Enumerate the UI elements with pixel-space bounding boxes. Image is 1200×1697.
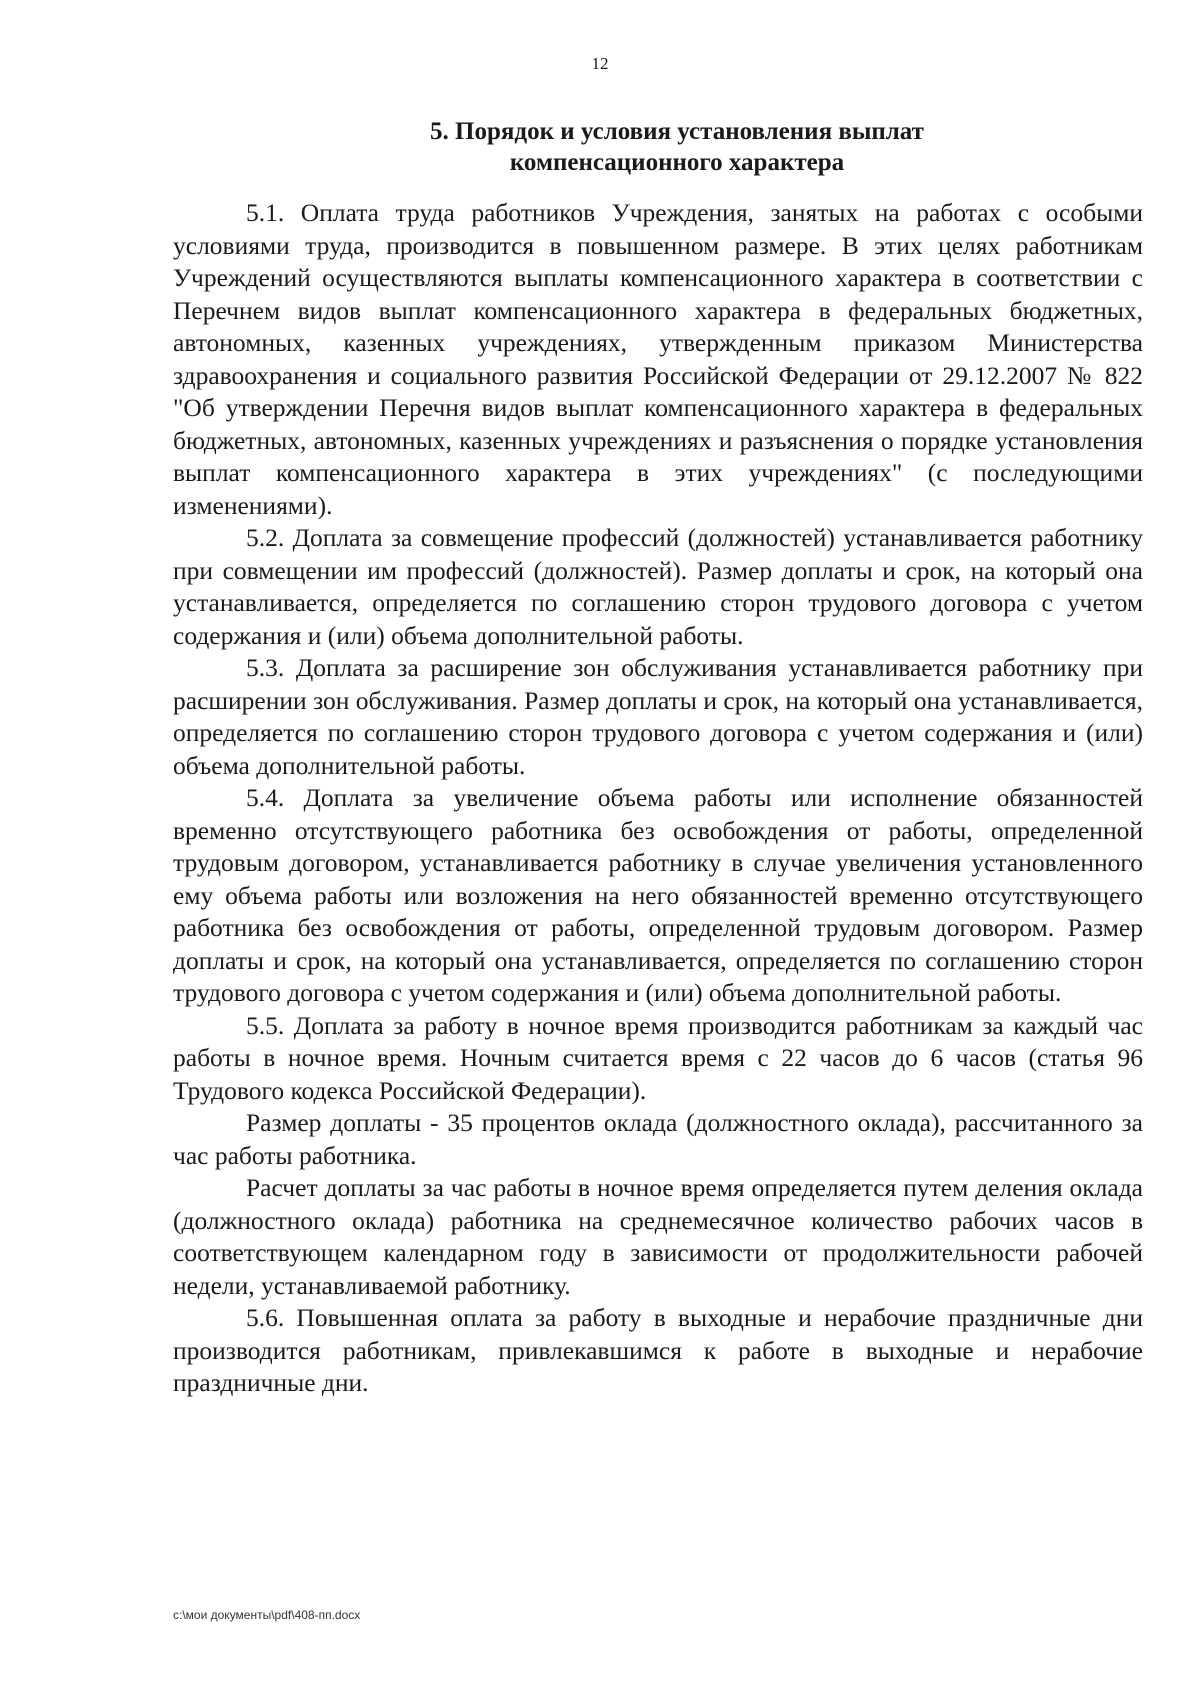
- paragraph-5-3: 5.3. Доплата за расширение зон обслуживания устанавливается работнику при расширении зон обслуживания. Размер доплаты и срок, на который она устанавливается, определяется по соглашению сторон трудового договора с учетом содержания и (или) объема дополнительной работы.: [173, 653, 1143, 780]
- section-heading-line-2: компенсационного характера: [509, 149, 845, 176]
- paragraph-5-1: 5.1. Оплата труда работников Учреждения, занятых на работах с особыми условиями труда, производится в повышенном размере. В этих целях работникам Учреждений осуществляются выплаты компенсационного характера в соответствии с Перечнем видов выплат компенсационного характера в федеральных бюджетных, автономных, казенных учреждениях, утвержденным приказом Министерства здравоохранения и социального развития Российской Федерации от 29.12.2007 № 822 "Об утверждении Перечня видов выплат компенсационного характера в федеральных бюджетных, автономных, казенных учреждениях и разъяснения о порядке установления выплат компенсационного характера в этих учреждениях" (с последующими изменениями).: [173, 198, 1143, 520]
- paragraph-night-rate: Размер доплаты - 35 процентов оклада (должностного оклада), рассчитанного за час работы работника.: [173, 1108, 1143, 1170]
- footer-file-path: c:\мои документы\pdf\408-пп.docx: [173, 1608, 361, 1622]
- paragraph-5-4: 5.4. Доплата за увеличение объема работы или исполнение обязанностей временно отсутствующего работника без освобождения от работы, определенной трудовым договором, устанавливается работнику в случае увеличения установленного ему объема работы или возложения на него обязанностей временно отсутствующего работника без освобождения от работы, определенной трудовым договором. Размер доплаты и срок, на который она устанавливается, определяется по соглашению сторон трудового договора с учетом содержания и (или) объема дополнительной работы.: [173, 783, 1143, 1007]
- page-number: 12: [591, 54, 609, 73]
- paragraph-5-6: 5.6. Повышенная оплата за работу в выходные и нерабочие праздничные дни производится работникам, привлекавшимся к работе в выходные и нерабочие праздничные дни.: [173, 1303, 1143, 1397]
- document-body: [173, 197, 1143, 1400]
- section-heading-line-1: 5. Порядок и условия установления выплат: [430, 118, 924, 145]
- paragraph-5-5: 5.5. Доплата за работу в ночное время производится работникам за каждый час работы в ночное время. Ночным считается время с 22 часов до 6 часов (статья 96 Трудового кодекса Российской Федерации).: [173, 1010, 1143, 1105]
- paragraph-5-2: 5.2. Доплата за совмещение профессий (должностей) устанавливается работнику при совмещении им профессий (должностей). Размер доплаты и срок, на который она устанавливается, определяется по соглашению сторон трудового договора с учетом содержания и (или) объема дополнительной работы.: [173, 523, 1143, 650]
- section-heading: [160, 116, 1194, 178]
- paragraph-night-calculation: Расчет доплаты за час работы в ночное время определяется путем деления оклада (должностного оклада) работника на среднемесячное количество рабочих часов в соответствующем календарном году в зависимости от продолжительности рабочей недели, устанавливаемой работнику.: [173, 1173, 1143, 1300]
